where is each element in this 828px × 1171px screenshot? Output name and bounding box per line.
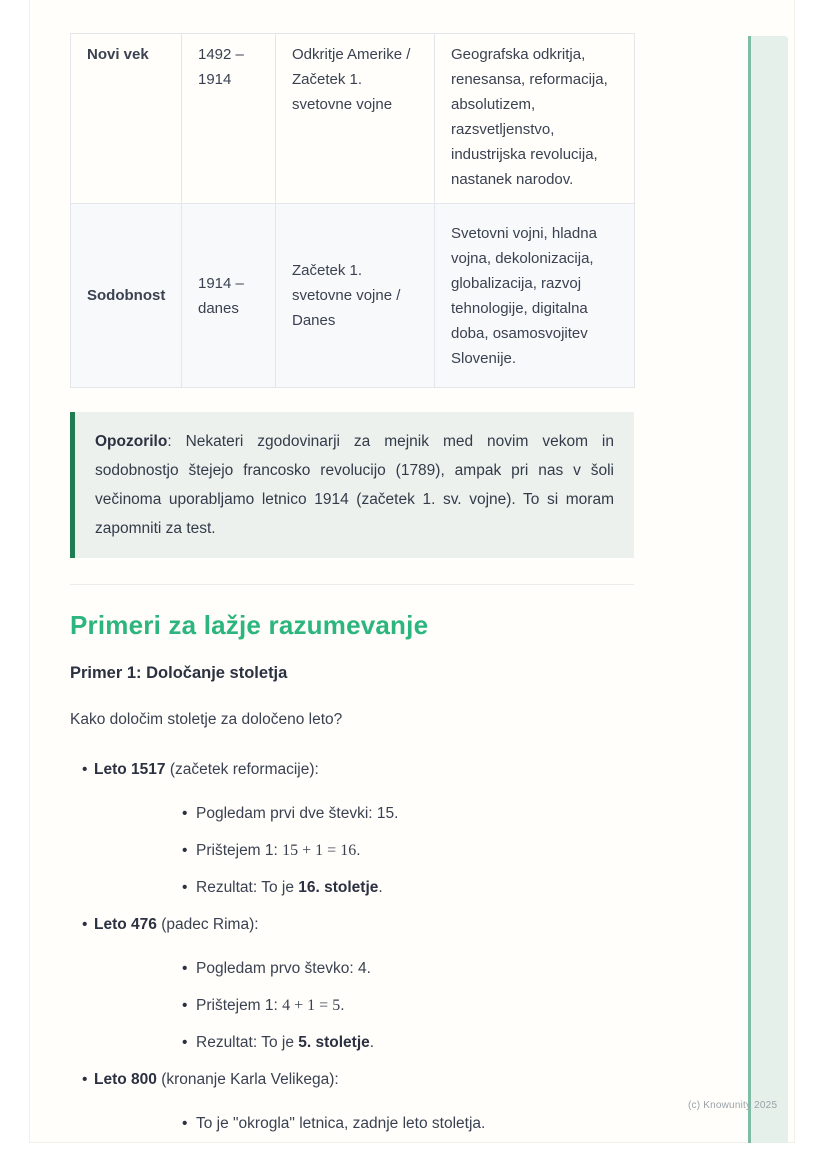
step-text: . — [369, 1034, 375, 1051]
period-features-cell: Geografska odkritja, renesansa, reformacija, absolutizem, razsvetljenstvo, industrijska revolucija, nastanek narodov. — [435, 34, 635, 204]
step-item — [172, 994, 634, 1018]
step-text: . — [340, 997, 345, 1014]
table-row — [71, 204, 635, 388]
step-result-bold: 5. stoletje — [298, 1034, 370, 1051]
step-item — [172, 1031, 634, 1055]
period-name-cell: Sodobnost — [71, 204, 182, 388]
list-item-leto-1517 — [70, 758, 634, 900]
example-year-bold: Leto 1517 — [94, 761, 166, 778]
period-boundary-cell: Začetek 1. svetovne vojne / Danes — [276, 204, 435, 388]
table-row — [71, 34, 635, 204]
copyright-notice: (c) Knowunity 2025 — [688, 1100, 778, 1111]
example-steps — [94, 1112, 634, 1136]
example-steps — [94, 957, 634, 1055]
historical-periods-table — [70, 33, 635, 388]
step-text: . — [378, 879, 383, 896]
period-boundary-cell: Odkritje Amerike / Začetek 1. svetovne vojne — [276, 34, 435, 204]
step-text: To je "okrogla" letnica, zadnje leto stoletja. — [196, 1115, 486, 1132]
period-years-cell: 1914 – danes — [182, 204, 276, 388]
step-item — [172, 957, 634, 981]
step-math: 15 + 1 = 16 — [282, 842, 357, 859]
step-item — [172, 839, 634, 863]
example-year-bold: Leto 800 — [94, 1071, 157, 1088]
step-text: . — [356, 842, 361, 859]
example-heading: Primer 1: Določanje stoletja — [70, 664, 288, 682]
period-features-cell: Svetovni vojni, hladna vojna, dekolonizacija, globalizacija, razvoj tehnologije, digitalna doba, osamosvojitev Slovenije. — [435, 204, 635, 388]
section-divider — [70, 584, 634, 585]
example-lead — [94, 761, 319, 778]
section-title: Primeri za lažje razumevanje — [70, 610, 429, 640]
list-item-leto-476 — [70, 913, 634, 1055]
example-lead — [94, 1071, 339, 1088]
warning-callout — [70, 412, 634, 558]
step-math: 4 + 1 = 5 — [282, 997, 341, 1014]
question-text: Kako določim stoletje za določeno leto? — [70, 711, 343, 728]
example-lead-rest: (začetek reformacije): — [165, 761, 319, 778]
page-accent-strip — [748, 36, 788, 1143]
callout-label: Opozorilo — [95, 433, 168, 450]
step-result-bold: 16. stoletje — [298, 879, 379, 896]
step-item — [172, 1112, 634, 1136]
list-item-leto-800 — [70, 1068, 634, 1136]
example-steps — [94, 802, 634, 900]
document-content — [70, 33, 634, 1149]
callout-text: : Nekateri zgodovinarji za mejnik med novim vekom in sodobnostjo štejejo francosko revolucijo (1789), ampak pri nas v šoli večinoma uporabljamo letnico 1914 (začetek 1. sv. vojne). To si moram zapomniti za test. — [95, 433, 614, 537]
step-item — [172, 876, 634, 900]
period-name-cell: Novi vek — [71, 34, 182, 204]
step-text: Pogledam prvi dve števki: 15. — [196, 805, 399, 822]
example-year-bold: Leto 476 — [94, 916, 157, 933]
step-text: Prištejem 1: — [196, 997, 283, 1014]
step-text: Rezultat: To je — [196, 1034, 299, 1051]
step-item — [172, 802, 634, 826]
example-lead-rest: (kronanje Karla Velikega): — [156, 1071, 339, 1088]
examples-list — [70, 758, 634, 1136]
period-years-cell: 1492 – 1914 — [182, 34, 276, 204]
step-text: Rezultat: To je — [196, 879, 299, 896]
step-text: Prištejem 1: — [196, 842, 283, 859]
step-text: Pogledam prvo števko: 4. — [196, 960, 371, 977]
example-lead — [94, 916, 259, 933]
example-lead-rest: (padec Rima): — [156, 916, 259, 933]
